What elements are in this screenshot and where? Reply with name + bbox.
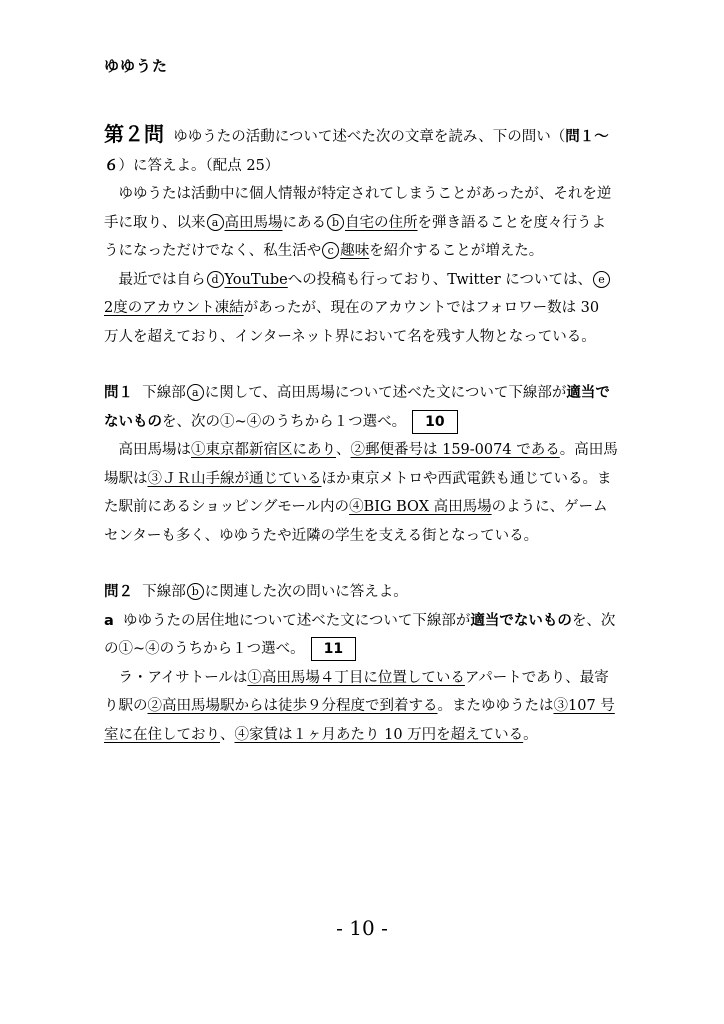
passage-text: への投稿も行っており、Twitter については、: [287, 271, 592, 288]
underline-c: 趣味: [340, 243, 370, 259]
answer-box-10[interactable]: 10: [412, 410, 457, 434]
body-text: 。: [523, 726, 538, 743]
question-text: 下線部: [142, 385, 186, 401]
body-text: 。またゆゆうたは: [437, 698, 554, 714]
underline-e: 2度のアカウント凍結: [104, 300, 244, 316]
circle-mark-c: c: [322, 242, 339, 259]
body-text: ラ・アイサトールは: [118, 669, 248, 686]
question-2-body: [104, 664, 618, 750]
question-text: を、次の①~④のうちから１つ選べ。: [162, 413, 407, 430]
page-number: - 10 -: [336, 916, 388, 940]
underline-d: YouTube: [224, 271, 288, 288]
passage-paragraph-2: [104, 266, 618, 352]
body-text: アパートであり、最寄り駅の: [104, 669, 609, 714]
circle-mark-b: b: [187, 583, 204, 600]
question-content: [104, 120, 618, 749]
answer-box-11[interactable]: 11: [311, 637, 356, 661]
question-1-body: [104, 436, 618, 550]
option-3: ③ＪＲ山手線が通じている: [147, 470, 322, 487]
question-2: [104, 578, 618, 607]
option-4: ④家賃は１ヶ月あたり 10 万円を超えている: [234, 726, 524, 743]
circle-mark-a: a: [187, 384, 204, 401]
emphasis-not-appropriate: 適当でないもの: [104, 385, 610, 430]
question-text: に関連した次の問いに答えよ。: [204, 584, 408, 600]
question-1: [104, 379, 618, 436]
spacer: [104, 351, 618, 379]
body-text: 高田馬場は: [118, 442, 191, 458]
passage-text: を紹介することが増えた。: [369, 243, 544, 259]
option-4: ④BIG BOX 高田馬場: [349, 499, 492, 515]
section-intro-end: ）に答えよ。（配点 25）: [118, 157, 280, 174]
passage-text: にある: [282, 214, 326, 231]
question-text: ゆゆうたの居住地について述べた文について下線部が: [123, 612, 471, 629]
body-text: 、: [336, 442, 351, 458]
question-text: に関して、高田馬場について述べた文について下線部が: [204, 385, 567, 401]
circle-mark-e: e: [593, 271, 610, 288]
passage-text: 最近では自ら: [118, 271, 206, 288]
body-text: ほか東京メトロや西武電鉄も通じている。また駅前にあるショッピングモール内の: [104, 470, 612, 515]
passage-paragraph-1: [104, 180, 618, 266]
underline-b: 自宅の住所: [345, 214, 418, 231]
section-title: 第２問: [104, 122, 164, 146]
question-1-label: 問１: [104, 385, 133, 401]
underline-a: 高田馬場: [224, 214, 283, 231]
question-2a: [104, 607, 618, 664]
body-text: のように、ゲームセンターも多く、ゆゆうたや近隣の学生を支える街となっている。: [104, 499, 608, 544]
passage-text: ゆゆうたは活動中に個人情報が特定されてしまうことがあったが、それを逆手に取り、以来: [104, 186, 612, 231]
section-intro-text: ゆゆうたの活動について述べた次の文章を読み、下の問い（: [173, 129, 566, 145]
page-header: ゆゆうた: [104, 57, 169, 75]
question-2-label: 問２: [104, 584, 133, 600]
circle-mark-a: a: [207, 214, 224, 231]
circle-mark-d: d: [207, 271, 224, 288]
emphasis-not-appropriate: 適当でないもの: [470, 612, 572, 629]
body-text: 、: [220, 726, 235, 743]
option-1: ①高田馬場４丁目に位置している: [247, 669, 465, 686]
question-text: 下線部: [142, 584, 186, 600]
spacer: [104, 550, 618, 578]
section-intro: [104, 120, 618, 180]
section-intro-range: 問１～６: [104, 129, 609, 174]
question-text: を、次の①~④のうちから１つ選べ。: [104, 612, 616, 657]
circle-mark-b: b: [327, 214, 344, 231]
body-text: 。高田馬場駅は: [104, 442, 618, 487]
option-3: ③107 号室に在住しており: [104, 698, 615, 743]
sub-question-label-a: a: [104, 612, 114, 629]
passage-text: があったが、現在のアカウントではフォロワー数は 30 万人を超えており、インターネット界において名を残す人物となっている。: [104, 300, 600, 345]
option-2: ②郵便番号は 159-0074 である: [350, 442, 560, 458]
option-2: ②高田馬場駅からは徒歩９分程度で到着する: [147, 698, 438, 714]
option-1: ①東京都新宿区にあり: [191, 442, 336, 458]
passage-text: を弾き語ることを度々行うようになっただけでなく、私生活や: [104, 214, 606, 259]
